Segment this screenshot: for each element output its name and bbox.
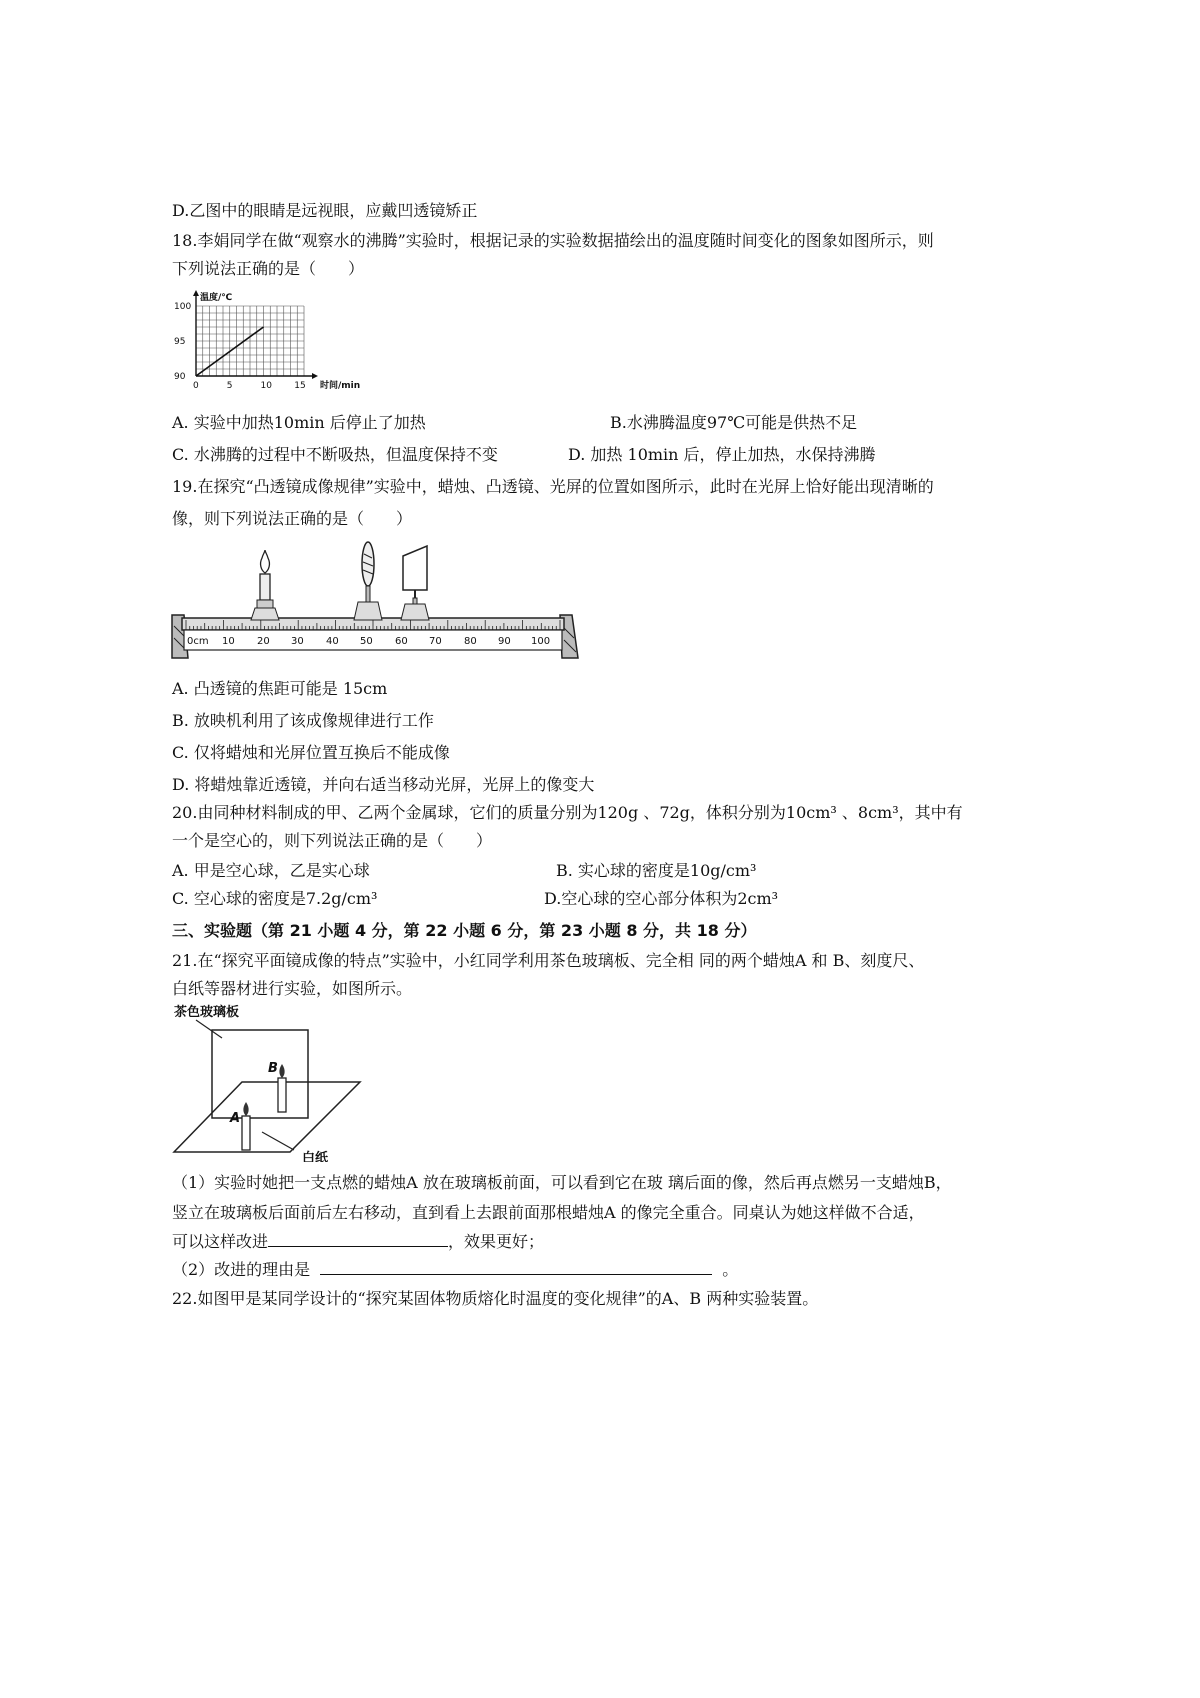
- q20-option-b: B. 实心球的密度是10g/cm³: [556, 861, 757, 880]
- ruler-label-0: 0cm: [187, 636, 209, 647]
- glass-plate-label: 茶色玻璃板: [174, 1005, 240, 1020]
- q18-temperature-chart: [172, 284, 372, 402]
- q19-stem-line2: 像，则下列说法正确的是（ ）: [172, 509, 413, 528]
- x-axis-arrow: [312, 373, 318, 379]
- q19-optical-bench-figure: [170, 540, 580, 662]
- plane-mirror-svg: [172, 1002, 372, 1162]
- ruler-label-40: 40: [326, 636, 339, 647]
- q21-part1-line3-prefix: 可以这样改进: [172, 1232, 269, 1251]
- ruler-label-30: 30: [291, 636, 304, 647]
- x-tick-label: 5: [226, 381, 233, 391]
- q21-part2-prefix: （2）改进的理由是: [172, 1260, 311, 1279]
- optical-bench-svg: [170, 540, 580, 662]
- ruler-label-100: 100: [531, 636, 551, 647]
- q20-stem-line2: 一个是空心的，则下列说法正确的是（ ）: [172, 831, 493, 850]
- candle: [251, 550, 279, 620]
- section-3-heading: 三、实验题（第 21 小题 4 分，第 22 小题 6 分，第 23 小题 8 分，共 18 分）: [172, 921, 757, 940]
- convex-lens: [354, 542, 382, 620]
- q21-part1-line2: 竖立在玻璃板后面前后左右移动，直到看上去跟前面那根蜡烛A 的像完全重合。同桌认为她这样做不合适，: [172, 1203, 925, 1222]
- q19-option-a: A. 凸透镜的焦距可能是 15cm: [172, 679, 388, 698]
- x-tick-label: 15: [294, 381, 306, 391]
- x-tick-label: 0: [193, 381, 199, 391]
- candle-b-label: B: [268, 1061, 278, 1076]
- q19-option-d: D. 将蜡烛靠近透镜，并向右适当移动光屏，光屏上的像变大: [172, 775, 595, 794]
- q19-stem-line1: 19.在探究“凸透镜成像规律”实验中，蜡烛、凸透镜、光屏的位置如图所示，此时在光屏上恰好能出现清晰的: [172, 477, 934, 496]
- q17-option-d: D.乙图中的眼睛是远视眼，应戴凹透镜矫正: [172, 201, 478, 220]
- q20-option-a: A. 甲是空心球，乙是实心球: [172, 861, 370, 880]
- q18-stem-line2: 下列说法正确的是（ ）: [172, 259, 365, 278]
- q18-option-c: C. 水沸腾的过程中不断吸热，但温度保持不变: [172, 445, 498, 464]
- q19-option-c: C. 仅将蜡烛和光屏位置互换后不能成像: [172, 743, 450, 762]
- y-tick-label: 90: [174, 372, 186, 382]
- q21-part2-answer-blank[interactable]: [320, 1258, 712, 1275]
- ruler-label-90: 90: [498, 636, 511, 647]
- q21-part1-line3-suffix: ，效果更好；: [448, 1232, 545, 1251]
- q21-part2-line: [172, 1258, 738, 1281]
- q21-stem-line2: 白纸等器材进行实验，如图所示。: [172, 979, 413, 998]
- y-axis-label: 温度/℃: [200, 293, 233, 303]
- y-axis-arrow: [193, 290, 199, 296]
- q18-stem-line1: 18.李娟同学在做“观察水的沸腾”实验时，根据记录的实验数据描绘出的温度随时间变化的图象如图所示，则: [172, 231, 934, 250]
- q21-part1-line3: [172, 1230, 544, 1253]
- q18-option-d: D. 加热 10min 后，停止加热，水保持沸腾: [568, 445, 876, 464]
- y-tick-label: 100: [174, 302, 192, 312]
- q21-plane-mirror-figure: [172, 1002, 372, 1162]
- white-paper-label: 白纸: [302, 1151, 329, 1162]
- q18-option-a: A. 实验中加热10min 后停止了加热: [172, 413, 426, 432]
- x-tick-label: 10: [260, 381, 272, 391]
- ruler-label-50: 50: [360, 636, 373, 647]
- q22-stem: 22.如图甲是某同学设计的“探究某固体物质熔化时温度的变化规律”的A、B 两种实验装置。: [172, 1289, 819, 1308]
- ruler-label-80: 80: [464, 636, 477, 647]
- candle-b: [268, 1061, 286, 1112]
- y-tick-label: 95: [174, 337, 186, 347]
- ruler-label-20: 20: [257, 636, 270, 647]
- candle-a-label: A: [230, 1111, 241, 1126]
- q21-part1-answer-blank[interactable]: [268, 1230, 448, 1247]
- temperature-chart-svg: [172, 284, 372, 402]
- ruler-label-10: 10: [222, 636, 235, 647]
- q21-part2-suffix: 。: [722, 1260, 739, 1279]
- q20-option-d: D.空心球的空心部分体积为2cm³: [544, 889, 779, 908]
- q20-stem-line1: 20.由同种材料制成的甲、乙两个金属球，它们的质量分别为120g 、72g，体积分别为10cm³ 、8cm³，其中有: [172, 803, 963, 822]
- ruler-label-70: 70: [429, 636, 442, 647]
- q21-stem-line1: 21.在“探究平面镜成像的特点”实验中，小红同学利用茶色玻璃板、完全相 同的两个蜡烛A 和 B、刻度尺、: [172, 951, 925, 970]
- x-axis-label: 时间/min: [320, 381, 361, 391]
- light-screen: [401, 546, 429, 620]
- glass-plate: [212, 1030, 308, 1118]
- q20-option-c: C. 空心球的密度是7.2g/cm³: [172, 889, 378, 908]
- ruler-label-60: 60: [395, 636, 408, 647]
- white-paper: [174, 1082, 360, 1152]
- q19-option-b: B. 放映机利用了该成像规律进行工作: [172, 711, 434, 730]
- q18-option-b: B.水沸腾温度97℃可能是供热不足: [610, 413, 858, 432]
- candle-a: [229, 1102, 250, 1150]
- q21-part1-line1: （1）实验时她把一支点燃的蜡烛A 放在玻璃板前面，可以看到它在玻 璃后面的像，然后再点燃另一支蜡烛B，: [172, 1173, 952, 1192]
